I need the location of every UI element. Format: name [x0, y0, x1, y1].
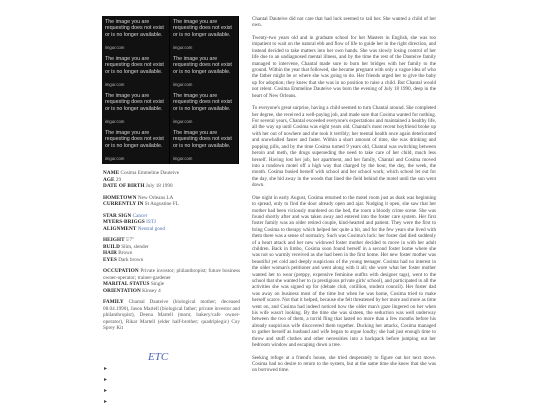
profile-label: ALIGNMENT	[103, 225, 137, 232]
profile-value: 29	[115, 176, 122, 183]
bullet-arrow-icon: ▸	[104, 366, 108, 372]
image-tile	[170, 53, 239, 90]
character-profile	[103, 170, 240, 332]
bullet-arrow-icon: ▸	[104, 388, 108, 394]
story-paragraph: Chantal Dauteive did not care that had luck seemed to tail her. She wanted a child of her own.	[252, 16, 436, 29]
profile-label: CURRENTLY IN	[103, 201, 144, 207]
image-source: imgur.com	[173, 156, 193, 161]
profile-value: July 18 1990	[145, 183, 173, 189]
image-unavailable-message: The image you are requesting does not exist or is no longer available.	[105, 19, 164, 38]
story-paragraph: Seeking refuge at a friend's house, she tried desperately to figure out her next move. Cosima had no desire to return to the system, but at the same time she knew that she was on borrowed time.	[252, 354, 436, 374]
image-unavailable-message: The image you are requesting does not exist or is no longer available.	[173, 130, 232, 149]
profile-value: Dark brown	[118, 256, 144, 263]
profile-label: NAME	[103, 170, 120, 176]
profile-value[interactable]: Neutral good	[137, 225, 165, 232]
image-unavailable-message: The image you are requesting does not exist or is no longer available.	[173, 56, 232, 75]
story-paragraph: Twenty-two years old and in graduate school for her Masters in English, she was too impatient to wait on the natural ebb and flow of life to guide her in the right direction, and instead decided to take matters into her own hands. She was slowly losing control of her life due to an undiagnosed mental illness, and by the time the rest of the Dauteive family managed to intervene, Chantal made sure to burn her bridges with her family to the ground. Within the year that followed, she became pregnant with only a vague idea of who the father might be or where she was going to do. Her friends urged her to give the baby up for adoption; they knew that she was in no position to raise a child. But Chantal would not relent. Cosima Emmeline Dauteive was born the evening of July 18 1990, deep in the heart of New Orleans.	[252, 35, 436, 99]
profile-value: Chantal Dauteive (biological mother; deceased 08.04.1990), Jason Martell (biological father; private investor and philanthropist), Deena Martell (mom; bakery/cafe owner-operator), Rikar Martell (elder half-brother; quadriplegic) Coy Sprey Kit	[103, 299, 241, 331]
image-grid	[102, 16, 239, 164]
profile-label: HOMETOWN	[103, 194, 137, 201]
profile-value: Private investor; philanthropist; future business owner-operator; trainer-gardener	[103, 268, 241, 281]
story-paragraph: One night in early August, Cosima returned to the motel room just as dusk was beginning to spread, only to find the door already open and ajar. Nudging it open, she saw that her mother had been viciously murdered on the bed, the room a bloody crime scene. She was found shortly after and was taken away and entered into the foster care system. Her first foster family was an older retired couple, kind-hearted and patient. They were the first to bring Cosima to therapy which helped her quite a bit, and for the few years she lived with them there was a sense of normalcy. Such was Cosima's luck: her foster dad died suddenly of a heart attack and her new widowed foster mother decided to move in with her adult children. Back in limbo, Cosima soon found herself in a second foster home where she was not so warmly received as she had been in the first home. Her new foster mother was beautiful yet cold and deeply suspicious of the young teenager. Cosima had no interest in the older woman's petitioner and went along with it all; she wore what her foster mother wanted her to wear (preppy, expensive feminine outfits with designer tags), went to the school that she wanted her to (a prestigious private girls' school), and participated in all the activities she was signed up for (debate club, cotillion, student council). Her foster dad was away on business most of the time but when he was home, Cosima tried to make herself scarce. Not that it helped, because she felt threatened by her more and more as time went on, and Cosima had indeed noticed how the older man's gaze lingered on her when his wife wasn't looking. By the time she was sixteen, the seduction was well underway between the two of them, a torrid fling that lasted no more than a few months before his already suspicious wife discovered them together. Ducking her attacks, Cosima managed to gather herself as husband and wife began to argue loudly; she had just enough time to throw and stuff clothes and other necessities into a backpack before jumping out her bedroom window and escaping down a tree.	[252, 194, 436, 349]
profile-label: STAR SIGN	[103, 212, 132, 219]
profile-label: HAIR	[103, 250, 117, 256]
image-source: imgur.com	[105, 119, 125, 124]
image-unavailable-message: The image you are requesting does not exist or is no longer available.	[105, 130, 164, 149]
profile-value: Slim, slender	[121, 243, 149, 250]
image-tile	[170, 127, 239, 164]
profile-label: HEIGHT	[103, 237, 125, 243]
profile-value: Kinsey 4	[142, 287, 161, 294]
image-source: imgur.com	[173, 119, 193, 124]
image-source: imgur.com	[105, 82, 125, 87]
profile-label: EYES	[103, 256, 117, 263]
etc-link[interactable]: ETC	[148, 351, 169, 363]
profile-occupation	[103, 268, 240, 281]
profile-label: MARITAL STATUS	[103, 281, 150, 287]
profile-label: MYERS-BRIGGS	[103, 219, 145, 225]
image-source: imgur.com	[105, 45, 125, 50]
image-source: imgur.com	[173, 82, 193, 87]
bullet-arrow-icon: ▸	[104, 377, 108, 383]
profile-value: Single	[150, 281, 165, 287]
profile-label: DATE OF BIRTH	[103, 183, 145, 189]
profile-label: BUILD	[103, 243, 120, 250]
profile-label: OCCUPATION	[103, 268, 139, 274]
bullet-arrow-icon: ▸	[104, 399, 108, 405]
profile-label: FAMILY	[103, 299, 124, 305]
profile-value[interactable]: ISTJ	[146, 219, 156, 225]
image-tile	[170, 16, 239, 53]
profile-value: 5'7"	[125, 237, 135, 243]
biography-text	[252, 16, 436, 380]
image-source: imgur.com	[105, 156, 125, 161]
image-tile	[170, 90, 239, 127]
image-unavailable-message: The image you are requesting does not exist or is no longer available.	[105, 56, 164, 75]
profile-value: New Orleans LA	[137, 194, 174, 201]
image-unavailable-message: The image you are requesting does not exist or is no longer available.	[173, 93, 232, 112]
image-unavailable-message: The image you are requesting does not exist or is no longer available.	[105, 93, 164, 112]
bullet-list	[104, 364, 107, 408]
image-tile	[102, 53, 170, 90]
profile-label: AGE	[103, 176, 115, 183]
image-tile	[102, 16, 170, 53]
profile-value: Brown	[118, 250, 133, 256]
profile-value[interactable]: Cancer	[132, 212, 148, 219]
story-paragraph: To everyone's great surprise, having a child seemed to turn Chantal around. She completed her degree, she received a well-paying job, and made sure that Cosima wanted for nothing. For several years, Chantal exceeded everyone's expectations and maintained a healthy life, all the way up until Cosima was eight years old. Chantal's most recent boyfriend broke up with her out of nowhere and she took it terribly; her mental health once again deteriorated and snowballed faster and faster. Within a short amount of time, she was drinking and popping pills, and by the time Cosima turned 9 years old, Chantal was switching between heroin and meth, the drugs superseding the need to take care of her child, much less herself. Having lost her job, her apartment, and her family, Chantal and Cosima moved into a rundown motel off a high way that charged by the hour, the day, the week, the month. Cosima busied herself with school and her school work; which school let out for the day, she hid away in the woods that lined the field behind the motel until the sun went down.	[252, 105, 436, 189]
image-source: imgur.com	[173, 45, 193, 50]
profile-value: Cosima Emmeline Dauteive	[120, 170, 180, 176]
image-unavailable-message: The image you are requesting does not exist or is no longer available.	[173, 19, 232, 38]
image-tile	[102, 90, 170, 127]
profile-label: ORIENTATION	[103, 287, 141, 294]
image-tile	[102, 127, 170, 164]
profile-family	[103, 299, 240, 332]
profile-value: St Augustine FL	[144, 201, 179, 207]
